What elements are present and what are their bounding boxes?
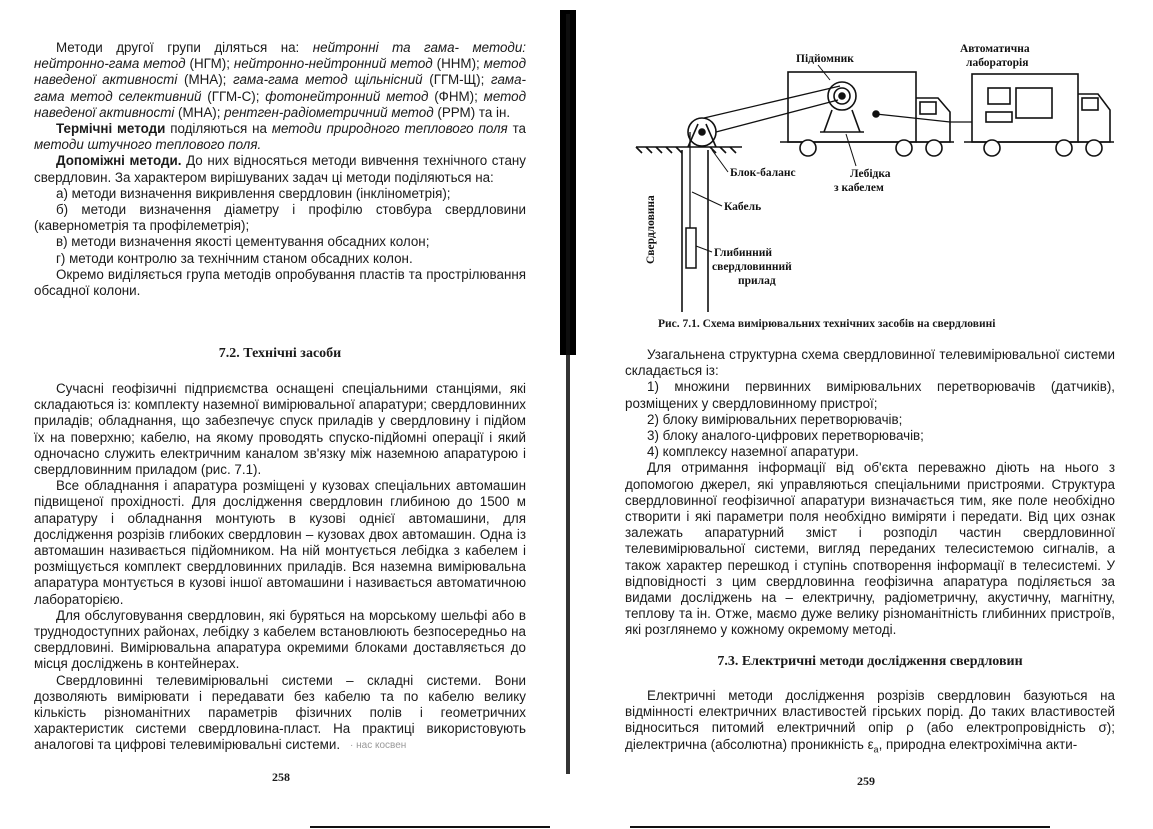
list-item: б) методи визначення діаметру і профілю стовбура свердловини (кавернометрія та профілеметрія);: [34, 202, 526, 234]
body-paragraph: Для обслуговування свердловин, які буряться на морському шельфі або в труднодоступних районах, лебідку з кабелем встановлюють безпосередньо на свердловині. Вимірювальна апаратура окремими блоками доставляється до місця досліджень в контейнерах.: [34, 607, 526, 672]
lift-label: Підйомник: [796, 53, 854, 65]
block-balance: [688, 118, 716, 147]
well-label: Свердловина: [645, 195, 657, 264]
lab-label-line2: лабораторія: [966, 57, 1029, 69]
auxiliary-paragraph: [34, 153, 526, 185]
cable-leader: [692, 192, 722, 206]
method-name: гама-гама метод селективний: [34, 72, 526, 104]
list-item: а) методи визначення викривлення свердловин (інклінометрія);: [56, 185, 451, 201]
body-paragraph: Свердловинні телевимірювальні системи – складні системи. Вони дозволяють вимірювати і передавати без кабелю та по кабелю велику кількість різноманітних параметрів фізичних полів і геометричних характеристик системи свердловина-пласт. На практиці використовують аналогові та цифрові телевимірювальні системи.: [34, 672, 526, 753]
method-name: нейтронно-нейтронний метод: [233, 56, 433, 72]
tool-label-line2: свердловинний: [712, 261, 792, 273]
lab-truck: [964, 74, 1114, 156]
thermal-natural: методи природного теплового поля: [271, 121, 508, 137]
method-name: рентген-радіометричний метод: [224, 104, 434, 120]
thermal-paragraph: [34, 121, 526, 153]
right-page-top-text: [625, 347, 1115, 639]
thermal-and: та: [507, 121, 526, 137]
paragraph-text: Методи другої групи діляться на:: [56, 40, 313, 55]
paragraph-text: (ГГМ-Щ);: [422, 72, 491, 88]
method-name: фотонейтронний метод: [265, 88, 429, 104]
body-paragraph: Все обладнання і апаратура розміщені у кузовах спеціальних автомашин підвищеної прохідності. Для дослідження свердловин глибиною до 1500 м апаратуру і обладнання монтують в кузові однієї автомашини, для дослідження розрізів глибоких свердловин – кузовах двох автомашин. Одна із автомашин називається підйомником. На ній монтується лебідка з кабелем і розміщується комплект свердловинних приладів. Вся наземна вимірювальна апаратура монтується в кузові іншої автомашини і називається автоматичною лабораторією.: [34, 478, 526, 607]
section-heading-7-3: 7.3. Електричні методи дослідження свердловин: [717, 654, 1023, 669]
thermal-text: поділяються на: [165, 121, 272, 137]
winch-label-line2: з кабелем: [834, 182, 884, 194]
section-heading-7-2: 7.2. Технічні засоби: [218, 346, 342, 361]
method-name: метод наведеної активності: [34, 88, 526, 120]
tool-leader: [696, 246, 712, 252]
intro-paragraph: Узагальнена структурна схема свердловинної телевимірювальної системи складається із:: [625, 347, 1115, 379]
winch-leader: [846, 134, 856, 166]
list-item: 4) комплексу наземної апаратури.: [647, 444, 859, 460]
list-item: 2) блоку вимірювальних перетворювачів;: [647, 411, 903, 427]
faint-bleedthrough-text: · нас косвен: [350, 740, 407, 751]
page-number-left: 258: [272, 770, 290, 784]
paragraph-text: (МНА);: [174, 104, 225, 120]
method-name: метод наведеної активності: [34, 56, 527, 88]
winch-label-line1: Лебідка: [850, 168, 891, 180]
paragraph-text: (РРМ) та ін.: [433, 104, 511, 120]
cable-label: Кабель: [724, 201, 762, 213]
figure-caption: Рис. 7.1. Схема вимірювальних технічних засобів на свердловині: [658, 318, 996, 330]
block-balance-label: Блок-баланс: [730, 167, 796, 179]
body-paragraph: Сучасні геофізичні підприємства оснащені спеціальними станціями, які складаються із: комплекту наземної вимірювальної апаратури; свердловинних приладів; обладнання, що забезпечує спуск приладів у свердловину і підйом їх на поверхню; кабелю, на якому проводять спуско-підйомні операції і який одночасно служить електричним каналом зв'язку між наземною апаратурою і свердловинним приладом (рис. 7.1).: [34, 381, 526, 478]
list-item: 1) множини первинних вимірювальних перетворювачів (датчиків), розміщених у свердловинному пристрої;: [625, 379, 1115, 411]
thermal-artificial: методи штучного теплового поля.: [34, 137, 262, 153]
electric-methods-paragraph: [625, 688, 1115, 757]
left-page-top-text: [34, 40, 526, 299]
paragraph-text: (ФНМ);: [428, 88, 484, 104]
auxiliary-term: Допоміжні методи.: [56, 153, 182, 169]
paragraph-text: (МНА);: [177, 72, 234, 88]
link-cable: [876, 114, 972, 122]
paragraph-text: (НГМ);: [185, 56, 234, 72]
page-number-right: 259: [857, 774, 875, 788]
epsilon-subscript: а: [873, 744, 879, 755]
page-edge-right: [630, 826, 1050, 828]
method-name: нейтронні та гама- методи: нейтронно-гама метод: [34, 40, 526, 72]
lift-truck: [780, 72, 954, 156]
left-page-body: [34, 381, 526, 754]
list-item: 3) блоку аналого-цифрових перетворювачів;: [647, 428, 924, 444]
page-edge-left: [310, 826, 550, 828]
thermal-term: Термічні методи: [56, 121, 166, 137]
electric-methods-text: Електричні методи дослідження розрізів свердловин базуються на відмінності електричних властивостей гірських порід. До таких властивостей відноситься питомий електричний опір ρ (або електропровідність σ); діелектрична (абсолютна) проникність ε: [625, 688, 1115, 752]
paragraph-text: (ННМ);: [432, 56, 484, 72]
right-page-body: [625, 688, 1115, 757]
paragraph-text: (ГГМ-С);: [201, 88, 266, 104]
lab-label-line1: Автоматична: [960, 43, 1030, 55]
left-page: [0, 0, 575, 829]
tool-label-line3: прилад: [738, 275, 776, 287]
auxiliary-text: До них відносяться методи вивчення технічного стану свердловин. За характером вирішуваних задач ці методи поділяються на:: [34, 153, 526, 185]
method-name: гама-гама метод щільнісний: [233, 72, 423, 88]
testing-paragraph: Окремо виділяється група методів опробування пластів та прострілювання обсадної колони.: [34, 266, 526, 299]
list-item: г) методи контролю за технічним станом обсадних колон.: [56, 250, 413, 266]
structure-paragraph: Для отримання інформації від об'єкта переважно діють на нього з допомогою джерел, які управляються спеціальними пристроями. Структура свердловинної геофізичної апаратури визначається тим, яке поле необхідно створити і які параметри поля необхідно виміряти і передати. Від цих ознак залежать апаратурний зміст і розподіл частин свердловинної телевимірювальної системи, вигляд переданих телесистемою сигналів, а також характер перешкод і ступінь спотворення інформації в телесистемі. У відповідності з цим свердловинна геофізична апаратура поділяється за видами досліджень на – електричну, радіометричну, акустичну, магнітну, теплову та ін. Отже, маємо дуже велику різноманітність глибинних пристроїв, які розглянемо у кожному окремому методі.: [625, 460, 1115, 638]
tool-label-line1: Глибинний: [714, 247, 772, 259]
electric-methods-text-end: , природна електрохімічна акти-: [878, 736, 1078, 752]
groups-paragraph: [34, 40, 526, 121]
downhole-tool: [686, 228, 696, 268]
list-item: в) методи визначення якості цементування обсадних колон;: [56, 234, 430, 250]
figure-well-logging-scheme: [620, 32, 1140, 322]
ground-surface: [636, 147, 742, 153]
